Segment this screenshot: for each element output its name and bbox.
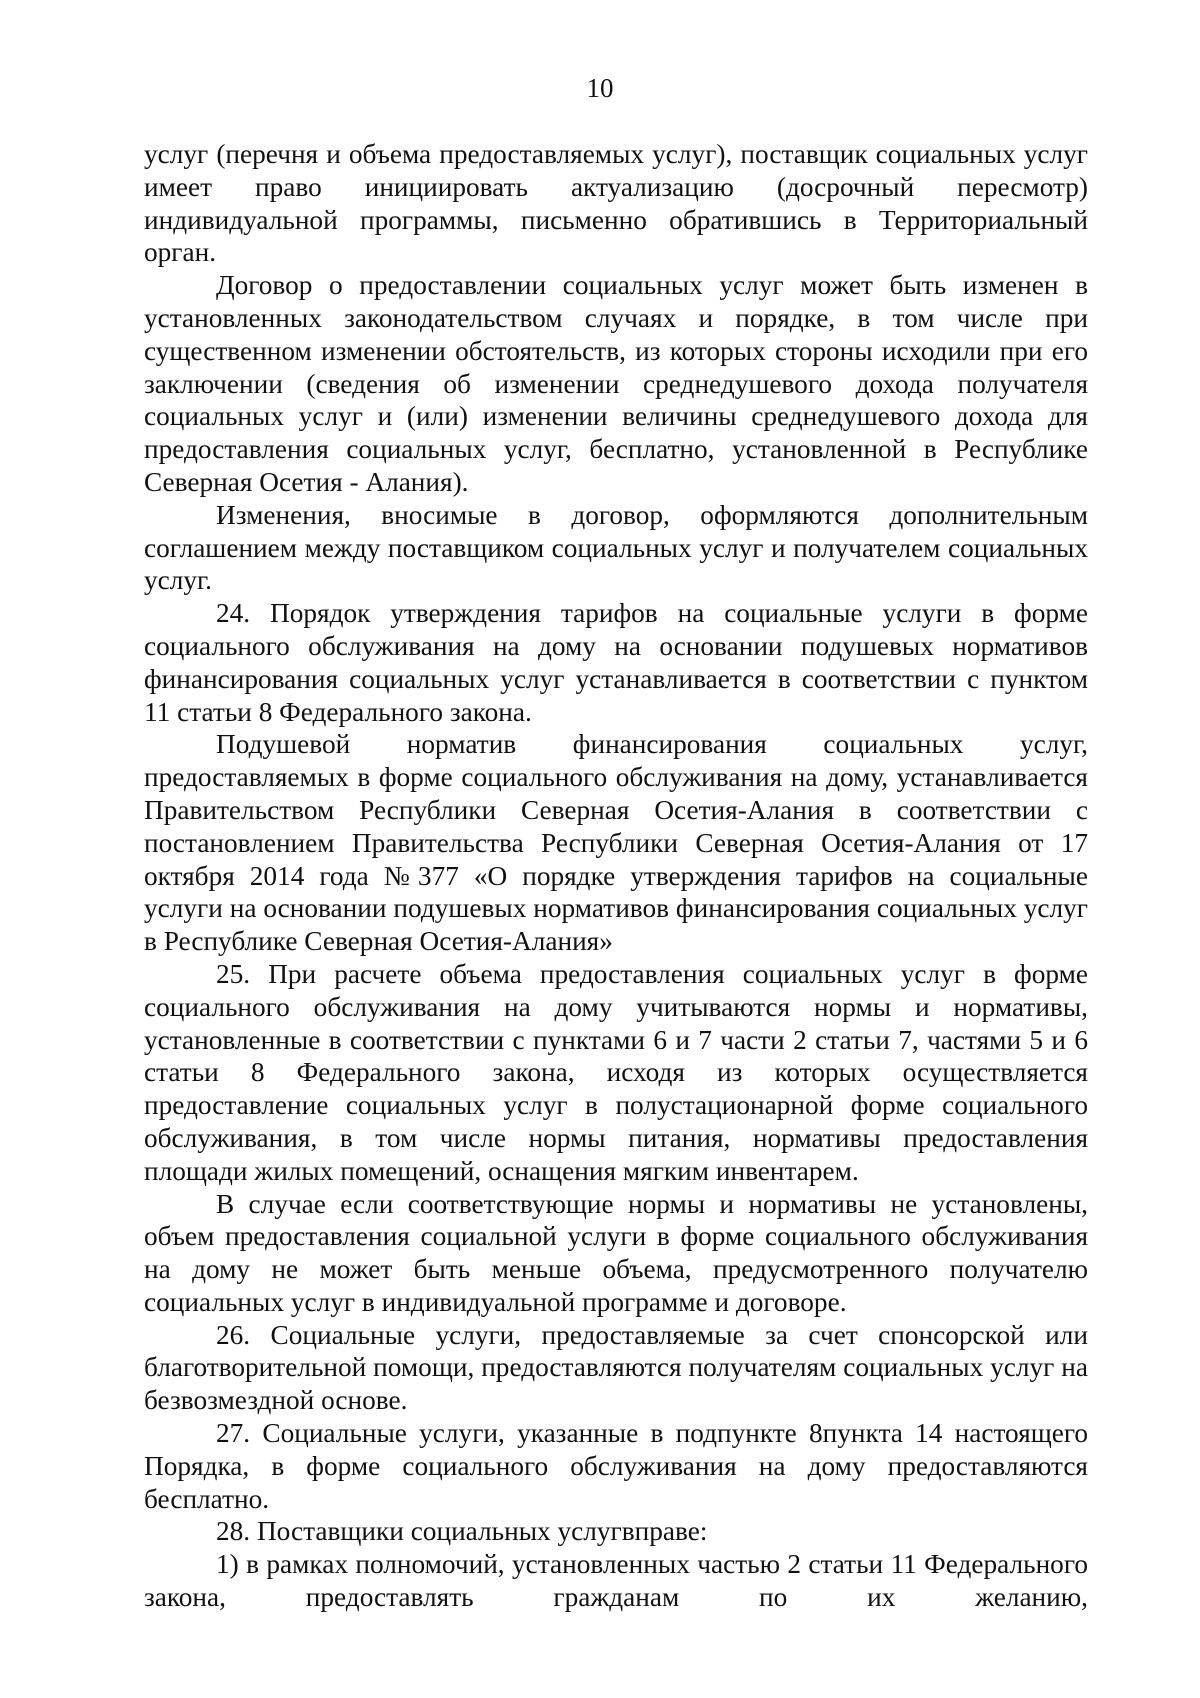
paragraph-additional-agreement: Изменения, вносимые в договор, оформляются дополнительным соглашением между поставщиком социальных услуг и получателем социальных услуг. xyxy=(144,499,1088,596)
paragraph-contract-amendment: Договор о предоставлении социальных услуг может быть изменен в установленных законодательством случаях и порядке, в том числе при существенном изменении обстоятельств, из которых стороны исходили при его заключении (сведения об изменении среднедушевого дохода получателя социальных услуг и (или) изменении величины среднедушевого дохода для предоставления социальных услуг, бесплатно, установленной в Республике Северная Осетия - Алания). xyxy=(144,270,1088,497)
paragraph-item-25: 25. При расчете объема предоставления социальных услуг в форме социального обслуживания на дому учитываются нормы и нормативы, установленные в соответствии с пунктами 6 и 7 части 2 статьи 7, частями 5 и 6 статьи 8 Федерального закона, исходя из которых осуществляется предоставление социальных услуг в полустационарной форме социального обслуживания, в том числе нормы питания, нормативы предоставления площади жилых помещений, оснащения мягким инвентарем. xyxy=(144,958,1088,1186)
paragraph-item-28: 28. Поставщики социальных услугвправе: xyxy=(216,1516,708,1547)
page-number: 10 xyxy=(586,73,614,103)
paragraph-norms-not-set: В случае если соответствующие нормы и нормативы не установлены, объем предоставления социальной услуги в форме социального обслуживания на дому не может быть меньше объема, предусмотренного получателю социальных услуг в индивидуальной программе и договоре. xyxy=(144,1188,1088,1317)
paragraph-per-capita-norm: Подушевой норматив финансирования социальных услуг, предоставляемых в форме социального обслуживания на дому, устанавливается Правительством Республики Северная Осетия-Алания в соответствии с постановлением Правительства Республики Северная Осетия-Алания от 17 октября 2014 года №377 «О порядке утверждения тарифов на социальные услуги на основании подушевых нормативов финансирования социальных услуг в Республике Северная Осетия-Алания» xyxy=(144,729,1088,957)
paragraph-item-26: 26. Социальные услуги, предоставляемые за счет спонсорской или благотворительной помощи, предоставляются получателям социальных услуг на безвозмездной основе. xyxy=(144,1319,1088,1416)
paragraph-continuation: услуг (перечня и объема предоставляемых услуг), поставщик социальных услуг имеет право инициировать актуализацию (досрочный пересмотр) индивидуальной программы, письменно обратившись в Территориальный орган. xyxy=(144,139,1088,268)
paragraph-item-24: 24. Порядок утверждения тарифов на социальные услуги в форме социального обслуживания на дому на основании подушевых нормативов финансирования социальных услуг устанавливается в соответствии с пунктом 11 статьи 8 Федерального закона. xyxy=(144,598,1088,727)
paragraph-item-27: 27. Социальные услуги, указанные в подпункте 8пункта 14 настоящего Порядка, в форме социального обслуживания на дому предоставляются бесплатно. xyxy=(144,1418,1088,1514)
document-body xyxy=(144,138,1088,1614)
paragraph-item-28-subitem-1: 1) в рамках полномочий, установленных частью 2 статьи 11 Федерального закона, предоставлять гражданам по их желанию, xyxy=(144,1549,1088,1613)
